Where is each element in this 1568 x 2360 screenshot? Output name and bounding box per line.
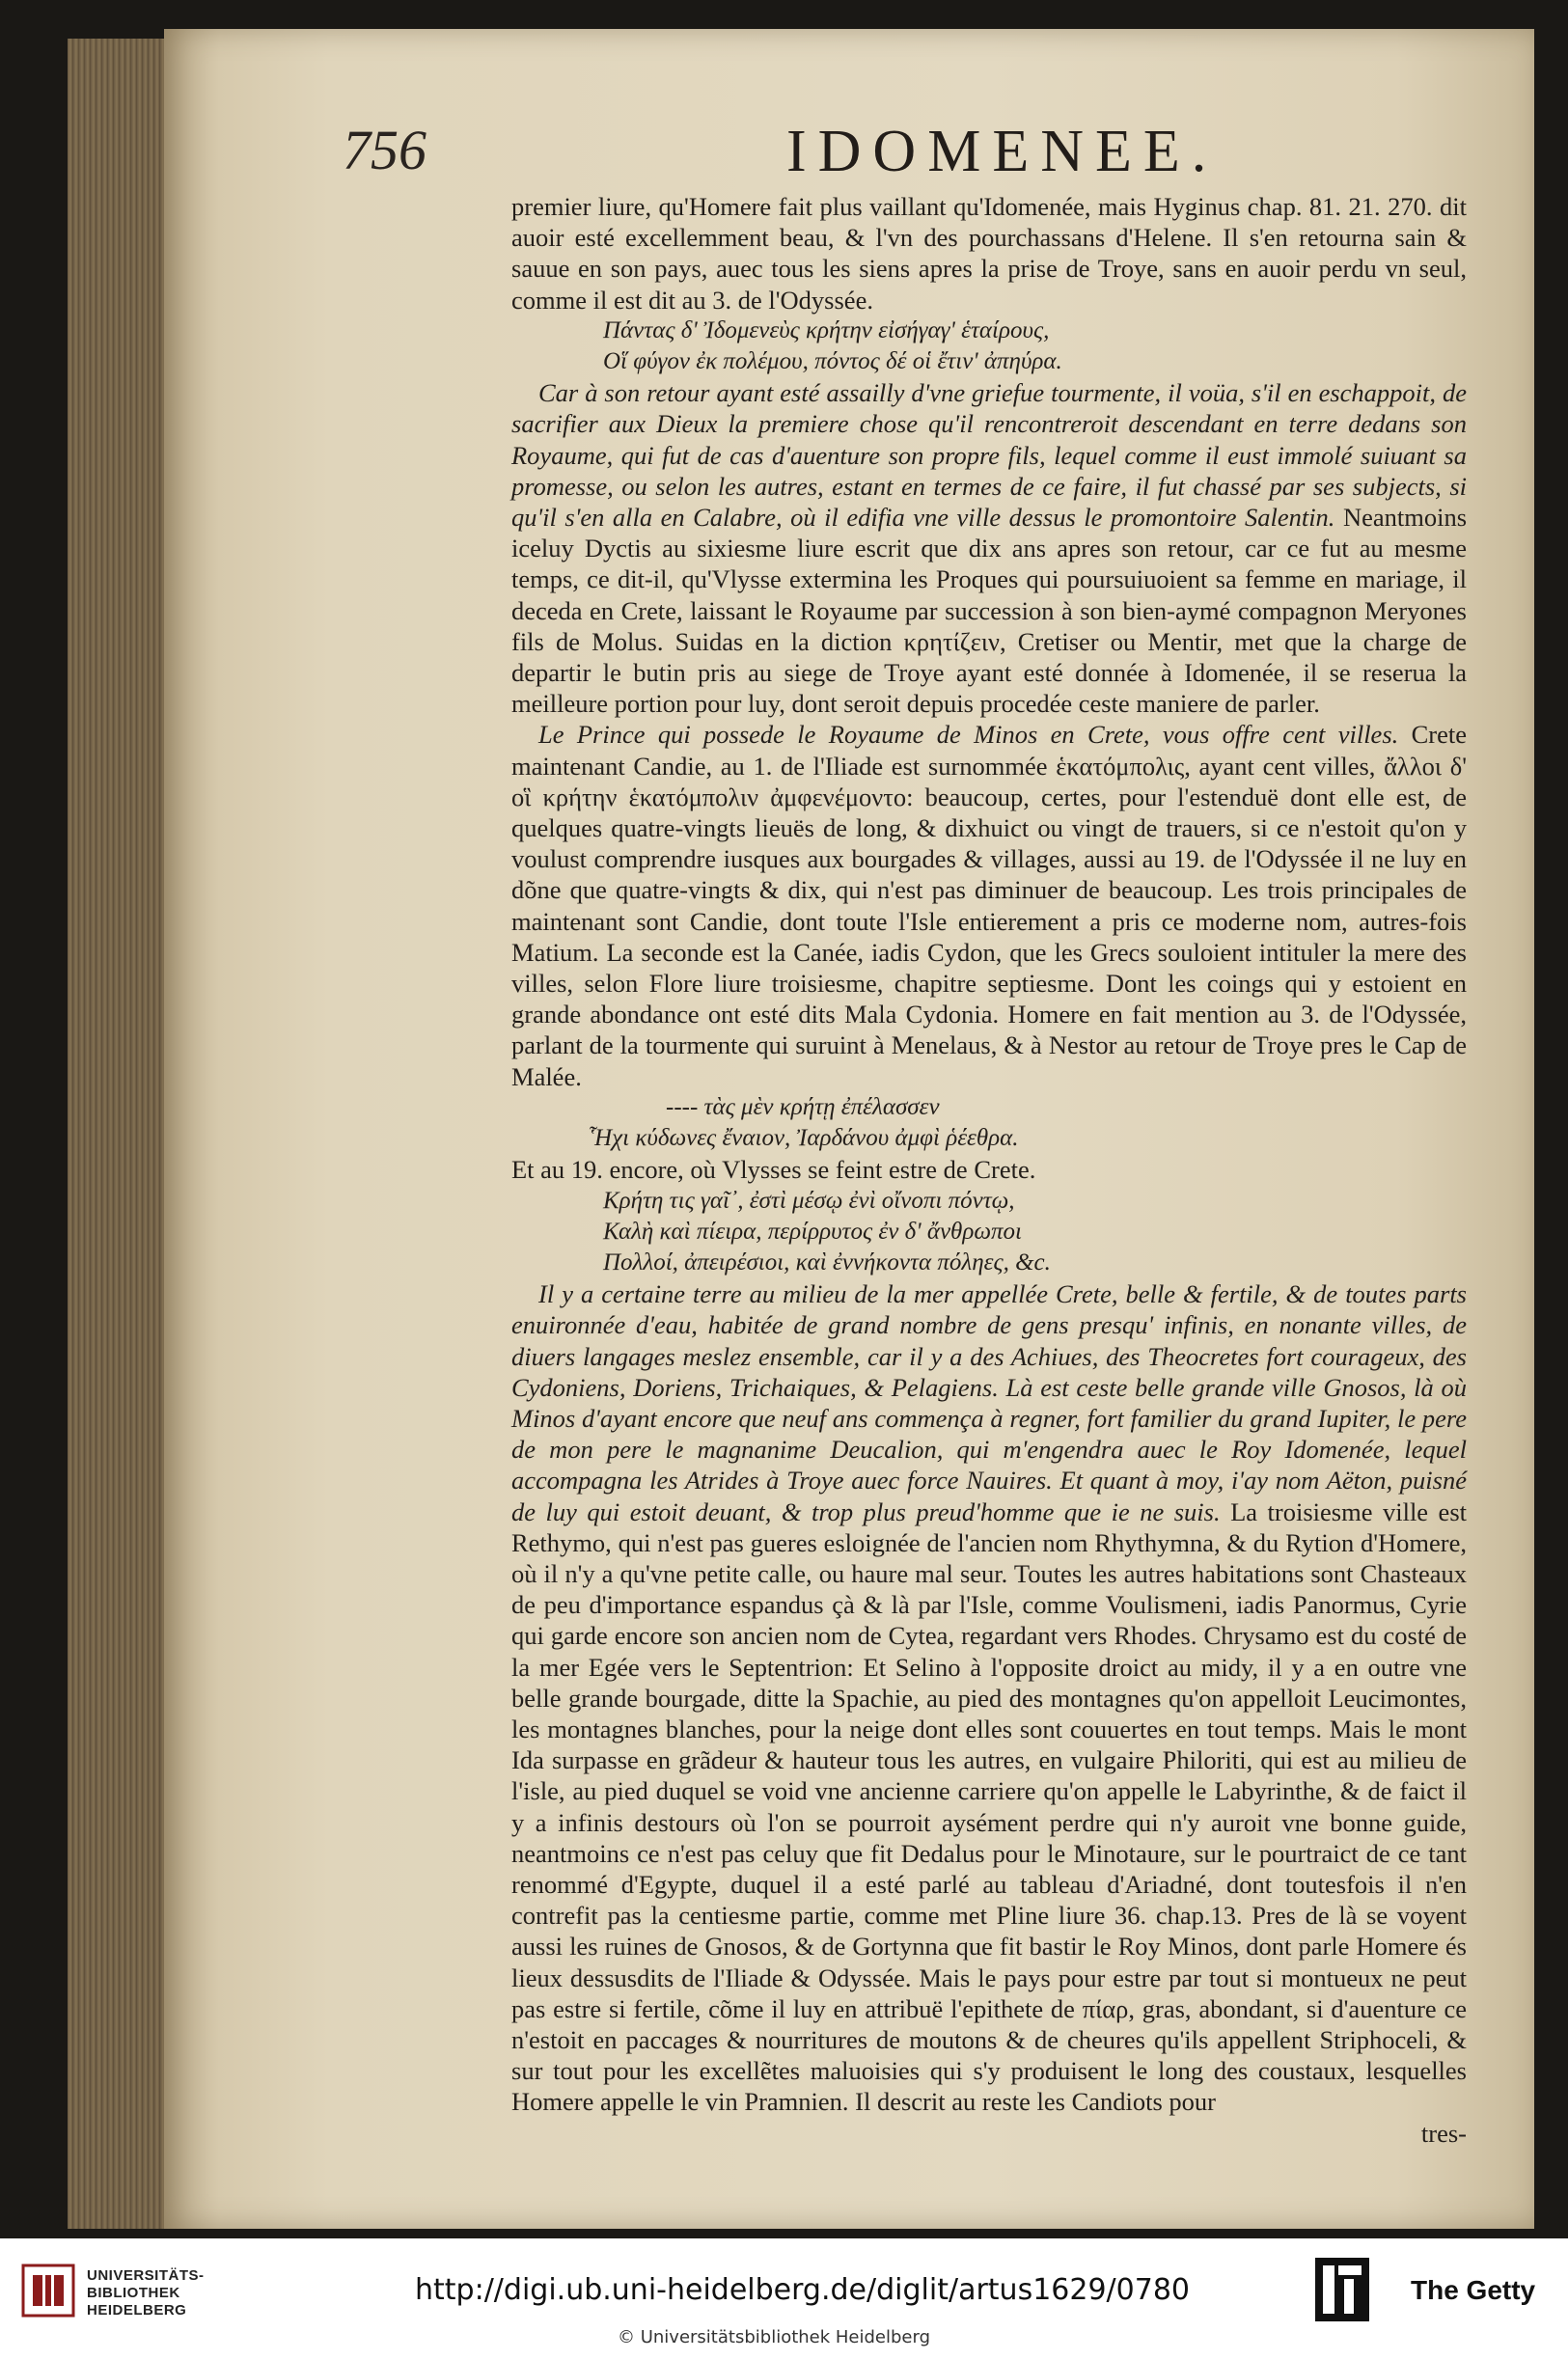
paragraph-2 xyxy=(511,377,1467,719)
institution-line: UNIVERSITÄTS- xyxy=(87,2267,205,2284)
greek-verse-3b: Καλὴ καὶ πίειρα, περίρρυτος ἐν δ' ἄνθρωποι xyxy=(603,1218,1022,1245)
greek-verse-3c: Πολλοί, ἀπειρέσιοι, καὶ ἐννήκοντα πόληες, &c. xyxy=(603,1249,1051,1276)
university-library-logo-icon xyxy=(19,2262,77,2319)
page-number: 756 xyxy=(343,119,426,181)
greek-verse-1a: Πάντας δ' Ἰδομενεὺς κρήτην εἰσήγαγ' ἑταίρους, xyxy=(603,316,1050,343)
paragraph-2-quote: Car à son retour ayant esté assailly d'vne griefue tourmente, il voüa, s'il en eschappoit, de sacrifier aux Dieux la premiere chose qu'il rencontreroit descendant en terre dedans son Royaume, qui fut de cas d'auenture son propre fils, lequel comme il eust immolé suiuant sa promesse, ou selon les autres, estant en termes de ce faire, il fut chassé par ses subjects, si qu'il s'en alla en Calabre, où il edifia vne ville dessus le promontoire Salentin. xyxy=(511,378,1467,533)
paragraph-5 xyxy=(511,1278,1467,2117)
institution-line: HEIDELBERG xyxy=(87,2302,187,2319)
paragraph-3-text: Crete maintenant Candie, au 1. de l'Iliade est surnommée ἑκατόμπολις, ayant cent villes, ἄλλοι δ' οἳ κρήτην ἑκατόμπολιν ἀμφενέμοντο: beaucoup, certes, pour l'estenduë dont elle est, de quelques quatre-vingts lieuës de long, & dixhuict ou vingt de trauers, si ce n'estoit qu'on y voulust comprendre iusques aux bourgades & villages, aussi au 19. de l'Odyssée il ne luy en dõne que quatre-vingts & dix, qui n'est pas diminuer de beaucoup. Les trois principales de maintenant sont Candie, dont toute l'Isle entierement a pris ce moderne nom, autres-fois Matium. La seconde est la Canée, iadis Cydon, que les Grecs souloient intituler la mere des villes, selon Flore liure troisiesme, chapitre septiesme. Dont les coings qui y estoient en grande abondance ont esté dits Mala Cydonia. Homere en fait mention au 3. de l'Odyssée, parlant de la tourmente qui suruint à Menelaus, & à Nestor au retour de Troye pres le Cap de Malée. xyxy=(511,720,1468,1091)
greek-verse-3a: Κρήτη τις γαῖ᾽, ἐστὶ μέσῳ ἐνὶ οἴνοπι πόντῳ, xyxy=(603,1187,1015,1214)
greek-verse-1b: Οἵ φύγον ἐκ πολέμου, πόντος δέ οἱ ἔτιν' ἀπηύρα. xyxy=(603,348,1062,375)
institution-line: BIBLIOTHEK xyxy=(87,2285,180,2301)
paragraph-3 xyxy=(511,719,1467,1091)
institution-name xyxy=(87,2267,205,2319)
greek-verse-2a: ---- τὰς μὲν κρήτῃ ἐπέλασσεν xyxy=(666,1093,940,1120)
paragraph-2-text: Neantmoins iceluy Dyctis au sixiesme liure escrit que dix ans apres son retour, car ce fut au mesme temps, ce dit-il, qu'Vlysse extermina les Proques qui poursuiuoient sa femme en mariage, il deceda en Crete, laissant le Royaume par succession à son bien-aymé compagnon Meryones fils de Molus. Suidas en la diction κρητίζειν, Cretiser ou Mentir, met que la charge de departir le butin pris au siege de Troye ayant esté donnée à Idomenée, il se reserua la meilleure portion pour luy, dont seroit depuis procedée ceste maniere de parler. xyxy=(511,503,1468,719)
paragraph-5-text: La troisiesme ville est Rethymo, qui n'est pas gueres esloignée de l'ancien nom Rhythymna, & du Rytion d'Homere, où il n'y a qu'vne petite calle, ou haure mal seur. Toutes les autres habitations sont Chasteaux de peu d'importance espandus çà & là par l'Isle, comme Voulismeni, iadis Panormus, Cyrie qui garde encore son ancien nom de Cytea, regardant vers Rhodes. Chrysamo est du costé de la mer Egée vers le Septentrion: Et Selino à l'opposite droict au midy, il y a en outre vne belle grande bourgade, ditte la Spachie, au pied des montagnes qu'on appelloit Leucimontes, les montagnes blanches, pour la neige dont elles sont couuertes en tout temps. Mais le mont Ida surpasse en grãdeur & hauteur tous les autres, en vulgaire Philoriti, qui est au milieu de l'isle, au pied duquel se void vne ancienne carriere qu'on appelle le Labyrinthe, & de faict il y a infinis destours où l'on se pourroit aysément perdre qui n'y auroit vne bonne guide, neantmoins ce n'est pas celuy que fit Dedalus pour le Minotaure, sur le pourtraict de ce tant renommé d'Egypte, duquel il a esté parlé au tableau d'Ariadné, dont toutesfois il n'en contrefit pas la centiesme partie, comme met Pline liure 36. chap.13. Pres de là se voyent aussi les ruines de Gnosos, & de Gortynna que fit bastir le Roy Minos, dont parle Homere és lieux dessusdits de l'Iliade & Odyssée. Mais le pays pour estre par tout si montueux ne peut pas estre si fertile, cõme il luy en attribuë l'epithete de πίαρ, gras, abondant, si d'auenture ce n'estoit en paccages & nourritures de moutons & de cheures qu'ils appellent Striphoceli, & sur tout pour les excellẽtes maluoisies qui s'y produisent le long des coustaux, lesquelles Homere appelle le vin Pramnien. Il descrit au reste les Candiots pour xyxy=(511,1496,1467,2117)
paragraph-5-quote: Il y a certaine terre au milieu de la mer appellée Crete, belle & fertile, & de toutes parts enuironnée d'eau, habitée de grand nombre de gens presqu' infinis, en nonante villes, de diuers langages meslez ensemble, car il y a des Achiues, des Theocretes fort courageux, des Cydoniens, Doriens, Trichaiques, & Pelagiens. Là est ceste belle grande ville Gnosos, là où Minos d'ayant encore que neuf ans commença à regner, fort familier du grand Iupiter, le pere de mon pere le magnanime Deucalion, qui m'engendra auec le Roy Idomenée, lequel accompagna les Atrides à Troye auec force Nauires. Et quant à moy, i'ay nom Aëton, puisné de luy qui estoit deuant, & trop plus preud'homme que ie ne suis. xyxy=(511,1279,1467,1526)
running-title: IDOMENEE. xyxy=(786,119,1219,184)
partner-name: The Getty xyxy=(1411,2275,1536,2305)
copyright-notice: © Universitätsbibliothek Heidelberg xyxy=(618,2327,931,2347)
catchword: tres- xyxy=(1420,2118,1467,2148)
getty-logo-icon xyxy=(1315,2258,1369,2321)
paragraph-3-lemma: Le Prince qui possede le Royaume de Minos en Crete, vous offre cent villes. xyxy=(538,720,1399,750)
page-header xyxy=(343,108,1230,185)
paragraph-4: Et au 19. encore, où Vlysses se feint estre de Crete. xyxy=(511,1155,1036,1185)
paragraph-1: premier liure, qu'Homere fait plus vaillant qu'Idomenée, mais Hyginus chap. 81. 21. 270. dit auoir esté excellemment beau, & l'vn des pourchassans d'Helene. Il s'en retourna sain & sauue en son pays, auec tous les siens apres la prise de Troye, sans en auoir perdu vn seul, comme il est dit au 3. de l'Odyssée. xyxy=(511,192,1467,315)
permalink-url[interactable]: http://digi.ub.uni-heidelberg.de/diglit/artus1629/0780 xyxy=(415,2273,1190,2307)
greek-verse-2b: Ἧχι κύδωνες ἔναιον, Ἰαρδάνου ἀμφὶ ῥέεθρα. xyxy=(589,1125,1019,1152)
text-block xyxy=(511,191,1467,2149)
viewer-footer xyxy=(0,2238,1568,2360)
